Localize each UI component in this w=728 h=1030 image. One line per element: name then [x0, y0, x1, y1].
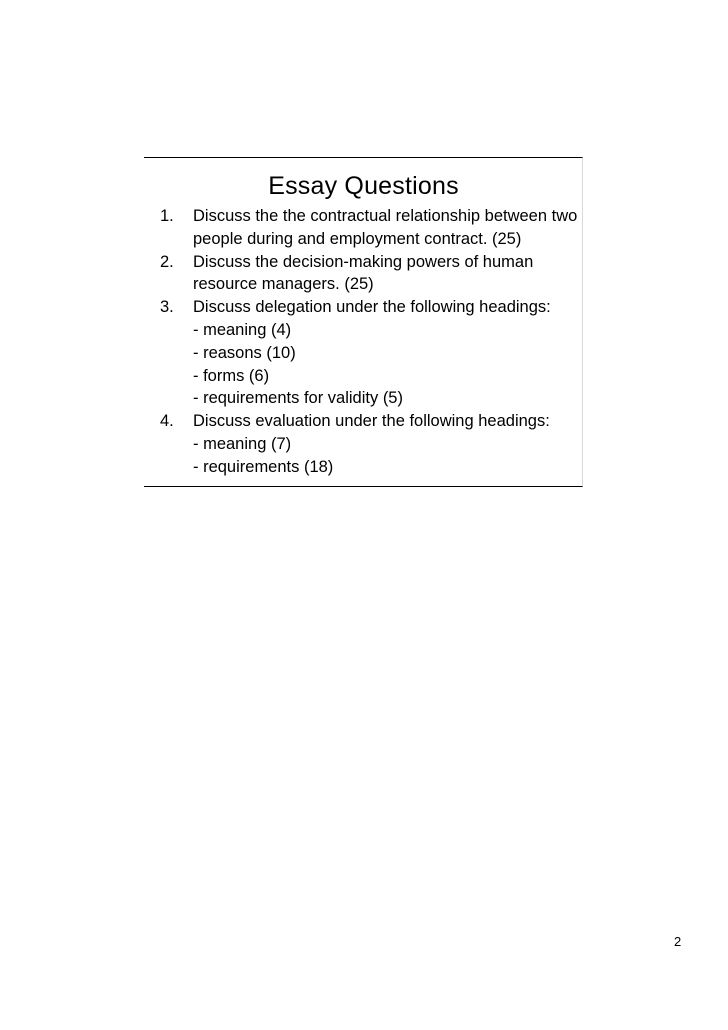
question-number: 2. — [160, 252, 174, 271]
question-number: 1. — [160, 207, 174, 225]
page-number: 2 — [674, 934, 682, 949]
question-subitem: - meaning (4) — [193, 320, 292, 339]
slide-frame — [144, 157, 583, 487]
question-item — [160, 410, 580, 433]
question-subitem: - forms (6) — [193, 366, 270, 385]
question-subitem: - meaning (7) — [193, 434, 292, 453]
slide-title: Essay Questions — [268, 172, 459, 200]
question-text: Discuss the decision-making powers of human resource managers. (25) — [193, 252, 534, 294]
question-text: Discuss evaluation under the following headings: — [193, 412, 550, 431]
question-text: Discuss the the contractual relationship between two people during and employment contract. (25) — [193, 207, 578, 248]
question-item — [160, 205, 580, 251]
question-number: 4. — [160, 412, 174, 431]
question-item — [160, 296, 580, 319]
question-list — [160, 205, 580, 479]
question-text: Discuss delegation under the following headings: — [193, 298, 551, 317]
question-subitem: - reasons (10) — [193, 343, 296, 362]
question-subitem: - requirements (18) — [193, 457, 334, 476]
question-item — [160, 251, 580, 297]
question-number: 3. — [160, 298, 174, 317]
question-subitem: - requirements for validity (5) — [193, 389, 403, 408]
